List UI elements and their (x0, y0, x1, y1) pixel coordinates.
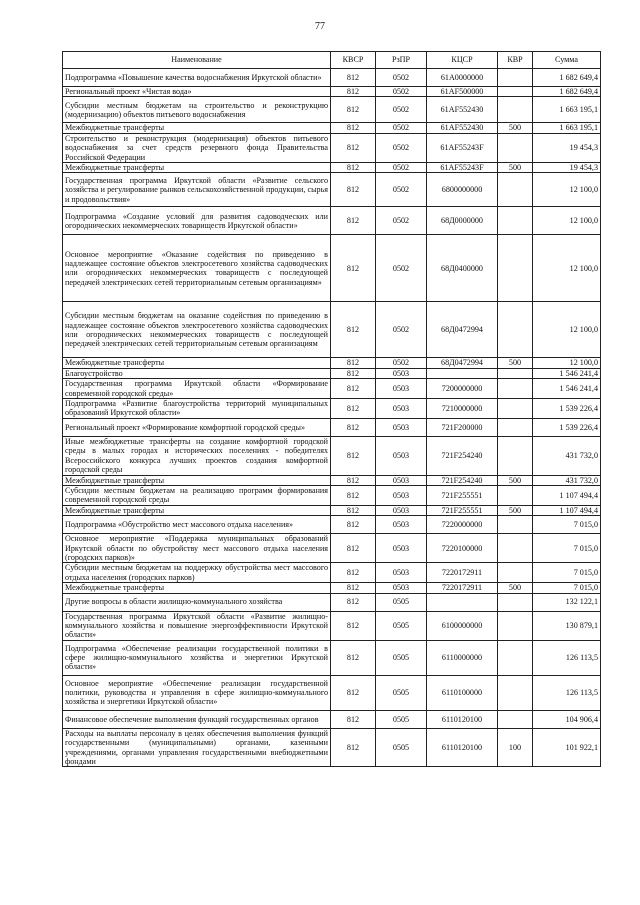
cell-kcsr: 721F255551 (427, 505, 498, 515)
cell-kvr (498, 368, 533, 378)
table-row (63, 123, 601, 133)
cell-rzpr: 0503 (376, 485, 427, 505)
cell-rzpr: 0503 (376, 516, 427, 534)
cell-kvsr: 812 (331, 368, 376, 378)
cell-kvsr: 812 (331, 399, 376, 419)
cell-rzpr: 0502 (376, 123, 427, 133)
table-row (63, 640, 601, 675)
header-kcsr: КЦСР (427, 52, 498, 69)
cell-rzpr: 0505 (376, 728, 427, 767)
cell-rzpr: 0505 (376, 640, 427, 675)
cell-name: Межбюджетные трансферты (63, 505, 331, 515)
cell-kcsr: 61АF552430 (427, 123, 498, 133)
cell-name: Иные межбюджетные трансферты на создание комфортной городской среды в малых городах и исторических поселениях - победителях Всероссийского конкурса лучших проектов создания комфортной городской среды (63, 436, 331, 475)
cell-kvr (498, 593, 533, 611)
cell-name: Межбюджетные трансферты (63, 163, 331, 173)
header-kvr: КВР (498, 52, 533, 69)
cell-sum: 1 682 649,4 (533, 69, 601, 87)
cell-rzpr: 0503 (376, 534, 427, 563)
cell-kcsr: 7220172911 (427, 583, 498, 593)
table-row (63, 87, 601, 97)
cell-name: Основное мероприятие «Оказание содействия по приведению в надлежащее состояние объектов электросетевого хозяйства садоводческих или огороднических некоммерческих товариществ с последующей передачей электрических сетей территориальным сетевым организациям» (63, 235, 331, 302)
cell-kvr (498, 87, 533, 97)
cell-name: Государственная программа Иркутской области «Формирование современной городской среды» (63, 379, 331, 399)
cell-sum: 101 922,1 (533, 728, 601, 767)
cell-kvsr: 812 (331, 505, 376, 515)
cell-kcsr: 721F254240 (427, 436, 498, 475)
cell-kvsr: 812 (331, 534, 376, 563)
cell-name: Межбюджетные трансферты (63, 475, 331, 485)
table-row (63, 436, 601, 475)
cell-rzpr: 0503 (376, 399, 427, 419)
cell-kvsr: 812 (331, 675, 376, 710)
cell-name: Субсидии местным бюджетам на строительство и реконструкцию (модернизацию) объектов питьевого водоснабжения (63, 97, 331, 123)
cell-name: Строительство и реконструкция (модернизация) объектов питьевого водоснабжения за счет средств резервного фонда Правительства Российской Федерации (63, 133, 331, 162)
cell-rzpr: 0502 (376, 87, 427, 97)
header-name: Наименование (63, 52, 331, 69)
cell-name: Благоустройство (63, 368, 331, 378)
cell-kcsr: 6100000000 (427, 611, 498, 640)
cell-rzpr: 0502 (376, 133, 427, 162)
cell-kvr (498, 611, 533, 640)
cell-rzpr: 0502 (376, 358, 427, 368)
cell-sum: 7 015,0 (533, 583, 601, 593)
cell-kvsr: 812 (331, 710, 376, 728)
cell-rzpr: 0505 (376, 611, 427, 640)
cell-kcsr: 7220000000 (427, 516, 498, 534)
cell-rzpr: 0503 (376, 475, 427, 485)
cell-kvr: 500 (498, 475, 533, 485)
cell-kcsr: 6110120100 (427, 710, 498, 728)
cell-sum: 1 539 226,4 (533, 399, 601, 419)
cell-kvr (498, 675, 533, 710)
cell-name: Подпрограмма «Обустройство мест массового отдыха населения» (63, 516, 331, 534)
table-row (63, 163, 601, 173)
cell-sum: 126 113,5 (533, 675, 601, 710)
header-row (63, 52, 601, 69)
cell-sum: 12 100,0 (533, 358, 601, 368)
cell-kvr (498, 534, 533, 563)
cell-kcsr: 721F200000 (427, 418, 498, 436)
cell-kcsr (427, 593, 498, 611)
cell-kcsr: 68Д0472994 (427, 358, 498, 368)
cell-kvsr: 812 (331, 516, 376, 534)
cell-kvr (498, 173, 533, 207)
cell-rzpr: 0502 (376, 69, 427, 87)
cell-rzpr: 0503 (376, 418, 427, 436)
cell-kvr (498, 436, 533, 475)
header-rzpr: РзПР (376, 52, 427, 69)
cell-kcsr: 6110000000 (427, 640, 498, 675)
table-row (63, 593, 601, 611)
cell-kvr: 100 (498, 728, 533, 767)
cell-sum: 7 015,0 (533, 516, 601, 534)
cell-rzpr: 0503 (376, 368, 427, 378)
cell-name: Другие вопросы в области жилищно-коммунального хозяйства (63, 593, 331, 611)
cell-kvsr: 812 (331, 123, 376, 133)
cell-kcsr: 7220172911 (427, 563, 498, 583)
cell-kvsr: 812 (331, 173, 376, 207)
cell-kcsr: 6110100000 (427, 675, 498, 710)
cell-kvsr: 812 (331, 163, 376, 173)
cell-sum: 132 122,1 (533, 593, 601, 611)
cell-kvr (498, 399, 533, 419)
cell-kcsr: 721F255551 (427, 485, 498, 505)
cell-sum: 1 682 649,4 (533, 87, 601, 97)
cell-sum: 12 100,0 (533, 235, 601, 302)
cell-name: Основное мероприятие «Обеспечение реализации государственной политики, руководства и управления в сфере жилищно-коммунального хозяйства и энергетики Иркутской области» (63, 675, 331, 710)
table-row (63, 485, 601, 505)
cell-kvr (498, 418, 533, 436)
cell-kcsr: 7220100000 (427, 534, 498, 563)
cell-kvr (498, 133, 533, 162)
cell-kvsr: 812 (331, 640, 376, 675)
table-row (63, 133, 601, 162)
cell-kcsr: 68Д0400000 (427, 235, 498, 302)
cell-name: Субсидии местным бюджетам на оказание содействия по приведению в надлежащее состояние объектов электросетевого хозяйства садоводческих или огороднических некоммерческих товариществ с последующей передачей электрических сетей территориальным сетевым организациям (63, 302, 331, 358)
cell-sum: 104 906,4 (533, 710, 601, 728)
cell-kvsr: 812 (331, 583, 376, 593)
cell-kvr (498, 207, 533, 235)
table-row (63, 302, 601, 358)
table-row (63, 516, 601, 534)
cell-kvsr: 812 (331, 207, 376, 235)
cell-name: Финансовое обеспечение выполнения функций государственных органов (63, 710, 331, 728)
table-row (63, 399, 601, 419)
cell-kcsr: 61АF500000 (427, 87, 498, 97)
cell-kvr: 500 (498, 583, 533, 593)
cell-sum: 7 015,0 (533, 534, 601, 563)
cell-name: Государственная программа Иркутской области «Развитие жилищно-коммунального хозяйства и повышение энергоэффективности Иркутской области» (63, 611, 331, 640)
cell-sum: 1 546 241,4 (533, 368, 601, 378)
cell-name: Субсидии местным бюджетам на поддержку обустройства мест массового отдыха населения (городских парков) (63, 563, 331, 583)
cell-name: Подпрограмма «Развитие благоустройства территорий муниципальных образований Иркутской области» (63, 399, 331, 419)
budget-table (62, 51, 601, 767)
cell-rzpr: 0502 (376, 302, 427, 358)
cell-kvsr: 812 (331, 418, 376, 436)
cell-kvsr: 812 (331, 358, 376, 368)
table-row (63, 235, 601, 302)
cell-rzpr: 0502 (376, 207, 427, 235)
cell-name: Основное мероприятие «Поддержка муниципальных образований Иркутской области по обустройству мест массового отдыха населения (городских парков)» (63, 534, 331, 563)
table-row (63, 728, 601, 767)
table-row (63, 418, 601, 436)
cell-kcsr: 6800000000 (427, 173, 498, 207)
table-row (63, 97, 601, 123)
table-row (63, 710, 601, 728)
cell-kvsr: 812 (331, 593, 376, 611)
cell-name: Межбюджетные трансферты (63, 583, 331, 593)
cell-kvsr: 812 (331, 475, 376, 485)
cell-rzpr: 0503 (376, 505, 427, 515)
cell-sum: 12 100,0 (533, 302, 601, 358)
cell-kvsr: 812 (331, 302, 376, 358)
cell-sum: 431 732,0 (533, 436, 601, 475)
cell-name: Государственная программа Иркутской области «Развитие сельского хозяйства и регулирование рынков сельскохозяйственной продукции, сырья и продовольствия» (63, 173, 331, 207)
cell-name: Подпрограмма «Обеспечение реализации государственной политики в сфере жилищно-коммунального хозяйства и энергетики Иркутской области» (63, 640, 331, 675)
cell-kvsr: 812 (331, 97, 376, 123)
cell-rzpr: 0502 (376, 173, 427, 207)
cell-sum: 19 454,3 (533, 133, 601, 162)
cell-kvr (498, 379, 533, 399)
cell-sum: 7 015,0 (533, 563, 601, 583)
cell-rzpr: 0503 (376, 436, 427, 475)
table-row (63, 207, 601, 235)
cell-kvr (498, 302, 533, 358)
cell-rzpr: 0505 (376, 710, 427, 728)
cell-name: Региональный проект «Формирование комфортной городской среды» (63, 418, 331, 436)
cell-kcsr: 68Д0000000 (427, 207, 498, 235)
table-row (63, 173, 601, 207)
cell-kvr (498, 516, 533, 534)
table-row (63, 368, 601, 378)
cell-kvr (498, 69, 533, 87)
cell-kvr: 500 (498, 505, 533, 515)
cell-kcsr: 7210000000 (427, 399, 498, 419)
cell-kvsr: 812 (331, 611, 376, 640)
cell-kvr (498, 563, 533, 583)
cell-kcsr: 61АF55243F (427, 163, 498, 173)
page-number: 77 (315, 21, 325, 32)
table-row (63, 505, 601, 515)
table-row (63, 379, 601, 399)
table-row (63, 611, 601, 640)
cell-sum: 1 539 226,4 (533, 418, 601, 436)
cell-kvsr: 812 (331, 485, 376, 505)
cell-name: Межбюджетные трансферты (63, 358, 331, 368)
cell-kvr (498, 485, 533, 505)
cell-sum: 1 107 494,4 (533, 485, 601, 505)
cell-rzpr: 0505 (376, 593, 427, 611)
cell-kvr (498, 640, 533, 675)
cell-sum: 1 663 195,1 (533, 97, 601, 123)
cell-kvr: 500 (498, 163, 533, 173)
cell-sum: 126 113,5 (533, 640, 601, 675)
cell-kvsr: 812 (331, 379, 376, 399)
cell-kvr: 500 (498, 123, 533, 133)
cell-kcsr: 6110120100 (427, 728, 498, 767)
cell-sum: 19 454,3 (533, 163, 601, 173)
cell-kvsr: 812 (331, 235, 376, 302)
cell-name: Региональный проект «Чистая вода» (63, 87, 331, 97)
cell-rzpr: 0502 (376, 97, 427, 123)
cell-sum: 130 879,1 (533, 611, 601, 640)
table-row (63, 69, 601, 87)
cell-sum: 12 100,0 (533, 173, 601, 207)
table-row (63, 563, 601, 583)
cell-sum: 1 107 494,4 (533, 505, 601, 515)
cell-sum: 12 100,0 (533, 207, 601, 235)
cell-sum: 1 546 241,4 (533, 379, 601, 399)
cell-kcsr: 721F254240 (427, 475, 498, 485)
cell-sum: 1 663 195,1 (533, 123, 601, 133)
cell-kcsr (427, 368, 498, 378)
cell-kvsr: 812 (331, 69, 376, 87)
cell-rzpr: 0502 (376, 235, 427, 302)
cell-name: Субсидии местным бюджетам на реализацию программ формирования современной городской среды (63, 485, 331, 505)
cell-rzpr: 0503 (376, 379, 427, 399)
cell-name: Межбюджетные трансферты (63, 123, 331, 133)
cell-sum: 431 732,0 (533, 475, 601, 485)
cell-rzpr: 0503 (376, 583, 427, 593)
cell-kvsr: 812 (331, 563, 376, 583)
cell-kvr (498, 235, 533, 302)
table-row (63, 534, 601, 563)
table-row (63, 675, 601, 710)
cell-kvsr: 812 (331, 728, 376, 767)
cell-kvr (498, 97, 533, 123)
cell-kcsr: 61АF552430 (427, 97, 498, 123)
cell-name: Расходы на выплаты персоналу в целях обеспечения выполнения функций государственными (муниципальными) органами, казенными учреждениями, органами управления государственными внебюджетными фондами (63, 728, 331, 767)
table-row (63, 583, 601, 593)
cell-rzpr: 0503 (376, 563, 427, 583)
cell-kcsr: 68Д0472994 (427, 302, 498, 358)
header-sum: Сумма (533, 52, 601, 69)
cell-kvsr: 812 (331, 436, 376, 475)
cell-kvsr: 812 (331, 87, 376, 97)
cell-kcsr: 61АF55243F (427, 133, 498, 162)
table-row (63, 358, 601, 368)
table-row (63, 475, 601, 485)
cell-kvsr: 812 (331, 133, 376, 162)
cell-name: Подпрограмма «Создание условий для развития садоводческих или огороднических некоммерческих товариществ Иркутской области» (63, 207, 331, 235)
cell-kcsr: 7200000000 (427, 379, 498, 399)
cell-rzpr: 0505 (376, 675, 427, 710)
cell-name: Подпрограмма «Повышение качества водоснабжения Иркутской области» (63, 69, 331, 87)
cell-kvr (498, 710, 533, 728)
cell-kvr: 500 (498, 358, 533, 368)
cell-kcsr: 61А0000000 (427, 69, 498, 87)
header-kvsr: КВСР (331, 52, 376, 69)
cell-rzpr: 0502 (376, 163, 427, 173)
